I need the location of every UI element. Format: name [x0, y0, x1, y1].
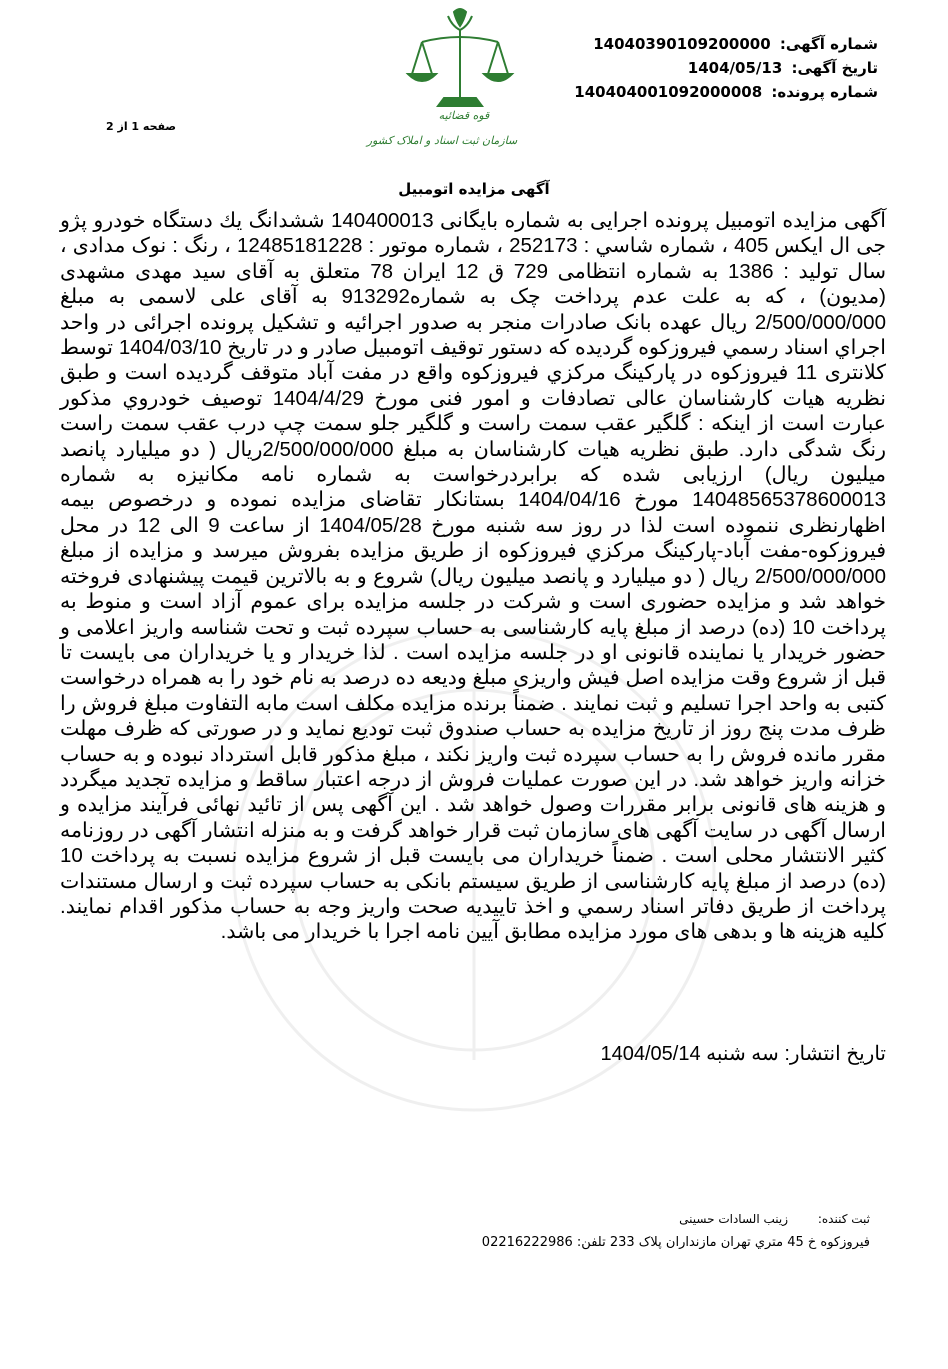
publish-date-line	[601, 1041, 887, 1066]
case-number: 140404001092000008	[574, 83, 763, 101]
scales-of-justice-icon	[366, 4, 547, 154]
ad-number-row	[574, 32, 878, 56]
publish-date: سه شنبه 1404/05/14	[600, 1043, 779, 1065]
publish-date-label: تاریخ انتشار:	[784, 1043, 886, 1065]
notice-body: آگهی مزایده اتومبیل پرونده اجرایی به شماره بایگانی 140400013 ششدانگ یك دستگاه خودرو پژو جی ال ایکس 405 ، شماره شاسي : 252173 ، شماره موتور : 12485181228 ، رنگ : نوک مدادی ، سال تولید : 1386 به شماره انتظامی 729 ق 12 ایران 78 متعلق به آقای سید مهدی مشهدی (مدیون) ، كه به علت عدم پرداخت چک به شماره913292 به آقای علی لاسمی به مبلغ 2/500/000/000 ريال عهده بانک صادرات منجر به صدور اجرائیه و تشکیل پرونده اجرائی در واحد اجراي اسناد رسمي فیروزکوه گردیده كه دستور توقيف اتومبيل صادر و در تاریخ 1404/03/10 توسط کلانتری 11 فیروزکوه در پارکینگ مرکزي فیروزکوه واقع در مفت آباد متوقف گردیده است و طبق نظریه هیات کارشناسان عالی تصادفات و امور فنی مورخ 1404/4/29 توصیف خودروي مذکور عبارت است از اینکه : گلگیر عقب سمت راست و گلگیر جلو سمت چپ درب عقب سمت راست رنگ شدگی دارد. طبق نظریه هیات کارشناسان به مبلغ 2/500/000/000ريال ( دو ميليارد پانصد ميليون ريال) ارزيابی شده که برابردرخواست به شماره نامه مکانیزه به شماره 14048565378600013 مورخ 1404/04/16 بستانکار تقاضای مزایده نموده و درخصوص بیمه اظهارنظری ننموده است لذا در روز سه شنبه مورخ 1404/05/28 از ساعت 9 الی 12 در محل فیروزکوه-مفت آباد-پارکینگ مرکزي فیروزکوه از طریق مزایده بفروش میرسد و مزایده از مبلغ 2/500/000/000 ريال ( دو ميليارد و پانصد ميليون ريال) شروع و به بالاترین قیمت پیشنهادی فروخته خواهد شد و مزایده حضوری است و شرکت در جلسه مزایده برای عموم آزاد است و منوط به پرداخت 10 (ده) درصد از مبلغ پایه کارشناسی به حساب سپرده ثبت و تحت شناسه واریز اعلامی و حضور خریدار یا نماینده قانونی او در جلسه مزایده است . لذا خریدار و یا خریداران می بایست تا قبل از شروع وقت مزایده اصل فیش واریزی مبلغ ودیعه ده درصد به نام خود را به همراه درخواست کتبی به واحد اجرا تسلیم و ثبت نمایند . ضمناً برنده مزایده مکلف است مابه التفاوت مبلغ فروش را ظرف مدت پنج روز از تاریخ مزایده به حساب صندوق ثبت تودیع نماید و در صورتی که ظرف مهلت مقرر مانده فروش را به حساب سپرده ثبت واریز نکند ، مبلغ مذکور قابل استرداد نبوده و به حساب خزانه واریز خواهد شد. در این صورت عملیات فروش از درجه اعتبار ساقط و مزایده تجدید میگردد و هزینه های قانونی برابر مقررات وصول خواهد شد . این آگهی پس از تائید نهائی فرآیند مزایده و ارسال آگهی در سایت آگهی های سازمان ثبت قرار خواهد گرفت و به منزله انتشار آگهی در روزنامه کثیر الانتشار محلی است . ضمناً خریداران می بایست قبل از شروع مزایده نسبت به پرداخت 10 (ده) درصد از مبلغ پایه کارشناسی از طریق سیستم بانکی به حساب سپرده ثبت و ارسال مستندات پرداخت از طریق دفاتر اسناد رسمي و اخذ تاییدیه صحت واریز وجه به حساب مذکور اقدام نمایند. کلیه هزینه ها و بدهی های مورد مزایده مطابق آیین نامه اجرا با خریدار می باشد.	[60, 209, 887, 944]
case-number-row	[574, 80, 878, 104]
header-meta	[574, 32, 878, 104]
ad-date-row	[574, 56, 878, 80]
case-number-label: شماره پرونده:	[771, 83, 878, 101]
ad-number: 14040390109200000	[593, 35, 771, 53]
ad-number-label: شماره آگهی:	[779, 35, 878, 53]
footer-registrar	[679, 1212, 870, 1226]
page-count: صفحه 1 از 2	[106, 120, 177, 133]
svg-text:قوه قضائیه: قوه قضائیه	[438, 109, 490, 122]
ad-date: 1404/05/13	[687, 59, 783, 77]
svg-text:سازمان ثبت اسناد و املاک کشور: سازمان ثبت اسناد و املاک کشور	[366, 134, 518, 147]
judiciary-logo	[366, 4, 547, 154]
footer-address: فیروزکوه خ 45 متري تهران مازنداران پلاک 233 تلفن: 02216222986	[481, 1235, 870, 1250]
ad-date-label: تاریخ آگهی:	[791, 59, 878, 77]
notice-title: آگهی مزایده اتومبیل	[398, 180, 550, 198]
registrar-label: ثبت کننده:	[817, 1212, 870, 1226]
registrar-name: زینب السادات حسینی	[679, 1212, 789, 1226]
